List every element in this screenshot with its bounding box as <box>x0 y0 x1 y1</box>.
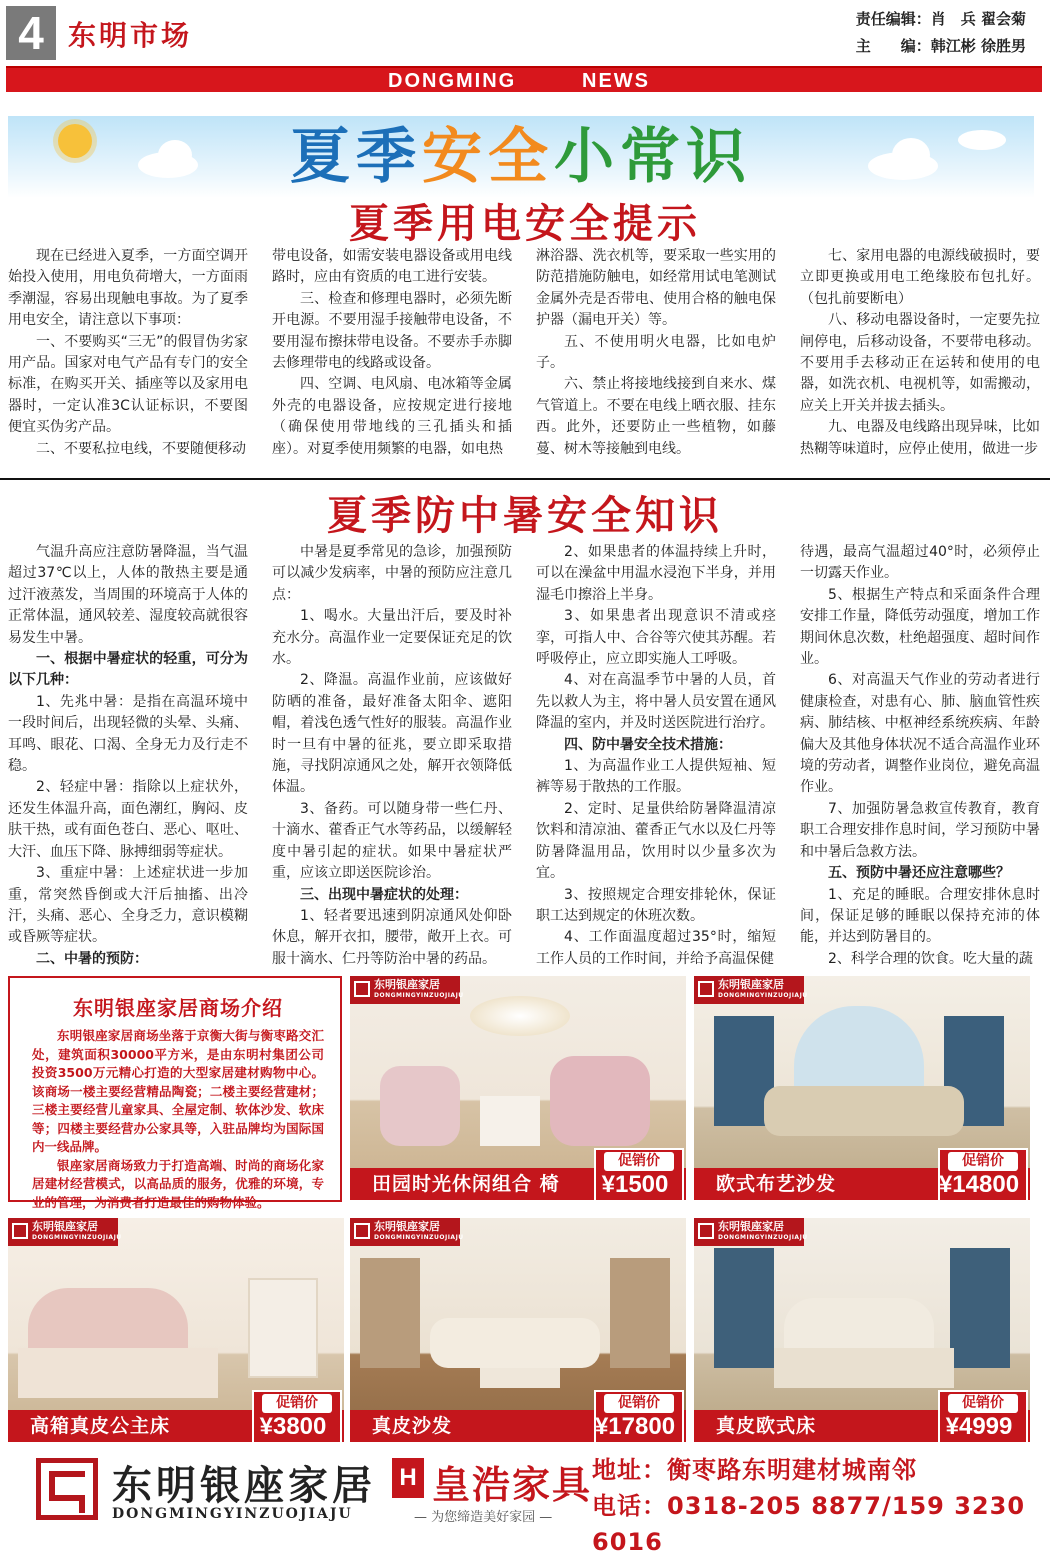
article2-paragraph: 2、如果患者的体温持续上升时，可以在澡盆中用温水浸泡下半身，并用湿毛巾擦浴上半身。 <box>536 544 776 603</box>
footer-address: 地址：衡枣路东明建材城南邻 <box>592 1456 917 1484</box>
article2-paragraph: 2、降温。高温作业前，应该做好防晒的准备，最好准备太阳伞、遮阳帽，着浅色透气性好的服装。高温作业时一旦有中暑的征兆，要立即采取措施，寻找阴凉通风之处，解开衣领降低体温。 <box>272 672 512 796</box>
huanghao-brand-name: 皇浩家具 <box>432 1463 593 1507</box>
product-price-badge <box>252 1390 342 1442</box>
summer-safety-banner <box>8 116 1034 198</box>
product-price: ¥4999 <box>945 1413 1013 1440</box>
article2-paragraph: 1、先兆中暑：是指在高温环境中一段时间后，出现轻微的头晕、头痛、耳鸣、眼花、口渴、全身无力及行走不稳。 <box>8 693 248 775</box>
article2-paragraph: 待遇，最高气温超过40°时，必须停止一切露天作业。 <box>800 544 1040 582</box>
editor-names: 肖 兵 翟会菊 <box>930 10 1026 28</box>
article2-paragraph: 1、充足的睡眠。合理安排休息时间，保证足够的睡眠以保持充沛的体能，并达到防暑目的。 <box>800 886 1040 946</box>
article2-body <box>8 542 1040 970</box>
article2-column <box>536 542 776 970</box>
article1-paragraph: 九、电器及电线路出现异味，比如热糊等味道时，应停止使用，做进一步 <box>800 419 1040 457</box>
banner-title-part2: 安全 <box>422 122 554 192</box>
product-card[interactable] <box>694 976 1030 1200</box>
footer-slogan: — 为您缔造美好家园 — <box>414 1510 553 1525</box>
article1-title: 夏季用电安全提示 <box>349 201 701 247</box>
yinzuo-logo-icon <box>36 1458 98 1520</box>
banner-title-part3: 小常识 <box>554 122 752 192</box>
article2-title: 夏季防中暑安全知识 <box>327 493 723 539</box>
ad-footer <box>0 1442 1050 1556</box>
banner-title <box>8 122 1034 192</box>
page-number: 4 <box>6 6 56 60</box>
article2-paragraph: 7、加强防暑急救宣传教育，教育职工合理安排作息时间，学习预防中暑和中暑后急救方法。 <box>800 800 1040 860</box>
article1-paragraph: 八、移动电器设备时，一定要先拉闸停电，后移动设备，不要带电移动。不要用手去移动正在运转和使用的电器，如洗衣机、电视机等，如需搬动，应关上开关并拔去插头。 <box>800 312 1040 414</box>
brand-tag: 东明银座家居 DONGMINGYINZUOJIAJU <box>350 1218 460 1246</box>
product-price: ¥3800 <box>259 1413 327 1440</box>
article2-paragraph: 5、根据生产特点和采面条件合理安排工作量，降低劳动强度，增加工作期间休息次数，杜绝超强度、超时间作业。 <box>800 586 1040 668</box>
article2-paragraph: 3、备药。可以随身带一些仁丹、十滴水、藿香正气水等药品，以缓解轻度中暑引起的症状。如果中暑症状严重，应该立即送医院诊治。 <box>272 800 512 882</box>
brand-tag: 东明银座家居 DONGMINGYINZUOJIAJU <box>8 1218 118 1246</box>
article1-paragraph: 四、空调、电风扇、电冰箱等金属外壳的电器设备，应按规定进行接地（确保使用带地线的三孔插头和插座）。对夏季使用频繁的电器，如电热 <box>272 376 512 457</box>
product-price: ¥1500 <box>601 1171 669 1198</box>
editor-label: 责任编辑： <box>855 10 931 28</box>
price-label: 促销价 <box>948 1152 1018 1171</box>
editor-credits <box>856 6 1026 60</box>
article1-paragraph: 一、不要购买“三无”的假冒伪劣家用产品。国家对电气产品有专门的安全标准，在购买开关、插座等以及家用电器时，一定认准3C认证标识，不要图便宜买伪劣产品。 <box>8 333 248 436</box>
article1-column <box>272 246 512 468</box>
news-word-news: NEWS <box>582 70 650 92</box>
article2-paragraph: 一、根据中暑症状的轻重，可分为以下几种： <box>8 651 248 689</box>
article2-paragraph: 2、定时、足量供给防暑降温清凉饮料和清凉油、藿香正气水以及仁丹等防暑降温用品，饮用时以少量多次为宜。 <box>536 800 776 882</box>
article1-paragraph: 七、家用电器的电源线破损时，要立即更换或用电工绝缘胶布包扎好。（包扎前要断电） <box>800 248 1040 307</box>
article1-paragraph: 三、检查和修理电器时，必须先断开电源。不要用湿手接触带电设备，不要用湿布擦抹带电设备。不要赤手赤脚去修理带电的线路或设备。 <box>272 290 512 372</box>
news-word-dongming: DONGMING <box>388 70 517 92</box>
article1-paragraph: 五、不使用明火电器，比如电炉子。 <box>536 333 776 372</box>
banner-title-part1: 夏季 <box>290 122 422 192</box>
article1-column <box>800 246 1040 468</box>
product-price: ¥14800 <box>938 1171 1020 1198</box>
article2-paragraph: 6、对高温天气作业的劳动者进行健康检查，对患有心、肺、脑血管性疾病、肺结核、中枢神经系统疾病、年龄偏大及其他身体状况不适合高温作业环境的劳动者，调整作业岗位，避免高温作业。 <box>800 672 1040 796</box>
article2-paragraph: 1、为高温作业工人提供短袖、短裤等易于散热的工作服。 <box>536 758 776 796</box>
news-bar <box>6 66 1042 92</box>
article2-column <box>800 542 1040 970</box>
article2-paragraph: 气温升高应注意防暑降温，当气温超过37℃以上，人体的散热主要是通过汗液蒸发，当周围的环境高于人体的正常体温，通风较差、湿度较高就很容易发生中暑。 <box>8 544 248 646</box>
chief-editor-names: 韩江彬 徐胜男 <box>930 37 1026 55</box>
brand-logo-icon <box>698 981 714 997</box>
mall-intro-paragraph: 东明银座家居商场坐落于京衡大街与衡枣路交汇处，建筑面积30000平方米，是由东明村集团公司投资3500万元精心打造的大型家居建材购物中心。该商场一楼主要经营精品陶瓷；二楼主要经营建材；三楼主要经营儿童家具、全屋定制、软体沙发、软床等；四楼主要经营办公家具等，入驻品牌均为国际国内一线品牌。 <box>32 1028 324 1154</box>
price-label: 促销价 <box>604 1152 674 1171</box>
article2-paragraph: 2、轻症中暑：指除以上症状外，还发生体温升高，面色潮红，胸闷、皮肤干热，或有面色苍白、恶心、呕吐、大汗、血压下降、脉搏细弱等症状。 <box>8 779 248 860</box>
article1-paragraph: 二、不要私拉电线，不要随便移动 <box>36 440 246 457</box>
article1-paragraph: 淋浴器、洗衣机等，要采取一些实用的防范措施防触电，如经常用试电笔测试金属外壳是否带电、使用合格的触电保护器（漏电开关）等。 <box>536 248 776 329</box>
product-name: 真皮沙发 <box>350 1410 686 1442</box>
product-name: 高箱真皮公主床 <box>8 1410 344 1442</box>
product-card[interactable] <box>350 1218 686 1442</box>
product-price: ¥17800 <box>594 1413 676 1440</box>
product-card[interactable] <box>350 976 686 1200</box>
brand-tag: 东明银座家居 DONGMINGYINZUOJIAJU <box>694 1218 804 1246</box>
article1-column <box>8 246 248 468</box>
huanghao-logo-icon: H <box>392 1458 424 1498</box>
price-label: 促销价 <box>262 1394 332 1413</box>
section-divider <box>0 478 1050 480</box>
footer-brand-name: 东明银座家居 <box>112 1462 376 1509</box>
brand-tag: 东明银座家居 DONGMINGYINZUOJIAJU <box>694 976 804 1004</box>
article2-paragraph: 3、如果患者出现意识不清或痉挛，可指人中、合谷等穴使其苏醒。若呼吸停止，应立即实施人工呼吸。 <box>536 608 776 668</box>
mall-intro-box <box>8 976 342 1210</box>
brand-tag: 东明银座家居 DONGMINGYINZUOJIAJU <box>350 976 460 1004</box>
article2-paragraph: 3、按照规定合理安排轮休，保证职工达到规定的休班次数。 <box>536 886 776 924</box>
article1-column <box>536 246 776 468</box>
article2-paragraph: 4、对在高温季节中暑的人员，首先以救人为主，将中暑人员安置在通风降温的室内，并及时送医院进行治疗。 <box>536 672 776 732</box>
chief-editor-label: 主 编： <box>855 37 931 55</box>
product-card[interactable] <box>8 1218 344 1442</box>
product-name: 欧式布艺沙发 <box>694 1168 1030 1200</box>
brand-logo-icon <box>354 1223 370 1239</box>
product-card[interactable] <box>694 1218 1030 1442</box>
article2-paragraph: 1、轻者要迅速到阴凉通风处仰卧休息，解开衣扣，腰带，敞开上衣。可服十滴水、仁丹等防治中暑的药品。 <box>272 907 512 967</box>
article2-paragraph: 1、喝水。大量出汗后，要及时补充水分。高温作业一定要保证充足的饮水。 <box>272 608 512 668</box>
brand-logo-icon <box>12 1223 28 1239</box>
article1-paragraph: 现在已经进入夏季，一方面空调开始投入使用，用电负荷增大，一方面雨季潮湿，容易出现触电事故。为了夏季用电安全，请注意以下事项： <box>8 248 248 329</box>
article2-paragraph: 4、工作面温度超过35°时，缩短工作人员的工作时间，并给予高温保健 <box>536 929 776 967</box>
article2-column <box>8 542 248 970</box>
product-name: 真皮欧式床 <box>694 1410 1030 1442</box>
article2-paragraph: 中暑是夏季常见的急诊，加强预防可以减少发病率，中暑的预防应注意几点： <box>272 544 512 603</box>
article2-paragraph: 3、重症中暑：上述症状进一步加重，常突然昏倒或大汗后抽搐、出冷汗，头痛、恶心、全身乏力，意识模糊或昏厥等症状。 <box>8 865 248 946</box>
footer-phone: 电话：0318-205 8877/159 3230 6016 <box>592 1492 1026 1556</box>
mall-intro-title: 东明银座家居商场介绍 <box>73 996 283 1020</box>
article2-paragraph: 五、预防中暑还应注意哪些？ <box>828 865 1010 882</box>
mall-intro-paragraph: 银座家居商场致力于打造高端、时尚的商场化家居建材经营模式，以高品质的服务，优雅的环境，专业的管理，为消费者打造最佳的购物体验。 <box>32 1157 324 1210</box>
publication-name: 东明市场 <box>68 19 193 52</box>
product-price-badge <box>938 1390 1028 1442</box>
article1-body <box>8 246 1040 468</box>
product-price-badge <box>938 1148 1028 1200</box>
article2-paragraph: 三、出现中暑症状的处理： <box>300 886 468 903</box>
brand-logo-icon <box>354 981 370 997</box>
price-label: 促销价 <box>948 1394 1018 1413</box>
article2-paragraph: 二、中暑的预防： <box>36 950 148 967</box>
article1-paragraph: 带电设备，如需安装电器设备或用电线路时，应由有资质的电工进行安装。 <box>272 248 512 286</box>
price-label: 促销价 <box>604 1394 674 1413</box>
product-price-badge <box>594 1148 684 1200</box>
page-header <box>0 0 1050 66</box>
article2-paragraph: 2、科学合理的饮食。吃大量的蔬 <box>828 950 1033 967</box>
article2-column <box>272 542 512 970</box>
footer-contact <box>592 1452 1050 1560</box>
product-name: 田园时光休闲组合 椅 <box>350 1168 686 1200</box>
footer-brand-pinyin: DONGMINGYINZUOJIAJU <box>112 1506 353 1522</box>
brand-logo-icon <box>698 1223 714 1239</box>
article2-paragraph: 四、防中暑安全技术措施： <box>564 736 732 753</box>
article1-paragraph: 六、禁止将接地线接到自来水、煤气管道上。不要在电线上晒衣服、挂东西。此外，还要防止一些植物，如藤蔓、树木等接触到电线。 <box>536 376 776 457</box>
product-price-badge <box>594 1390 684 1442</box>
